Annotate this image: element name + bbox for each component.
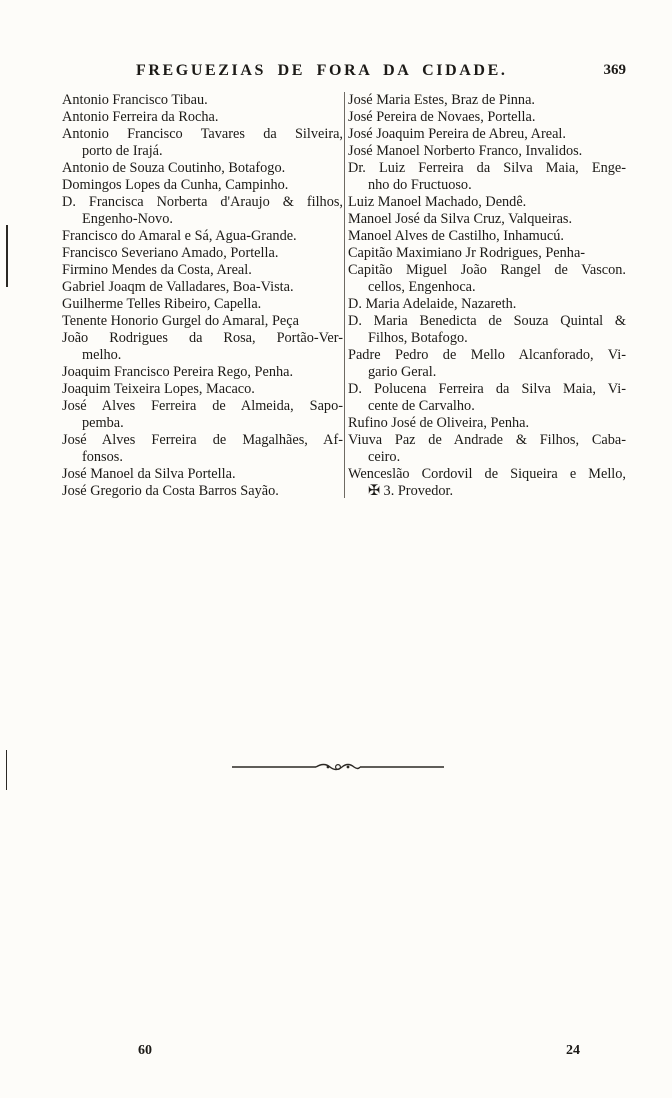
list-entry-line: Dr. Luiz Ferreira da Silva Maia, Enge- (348, 160, 626, 176)
list-entry-line: fonsos. (82, 449, 123, 465)
list-entry-line: Manoel José da Silva Cruz, Valqueiras. (348, 211, 573, 227)
list-entry-line: Manoel Alves de Castilho, Inhamucú. (348, 228, 565, 244)
list-entry-line: melho. (82, 347, 122, 363)
list-entry-line: Wenceslão Cordovil de Siqueira e Mello, (348, 466, 626, 482)
list-entry-line: José Gregorio da Costa Barros Sayão. (62, 483, 279, 499)
list-entry-line: pemba. (82, 415, 124, 431)
list-entry-line: Antonio de Souza Coutinho, Botafogo. (62, 160, 286, 176)
list-entry-line: José Manoel Norberto Franco, Invalidos. (348, 143, 583, 159)
list-entry-line: Gabriel Joaqm de Valladares, Boa-Vista. (62, 279, 294, 295)
list-entry-line: José Alves Ferreira de Magalhães, Af- (62, 432, 343, 448)
list-entry-line: Francisco do Amaral e Sá, Agua-Grande. (62, 228, 297, 244)
left-column (62, 92, 343, 500)
list-entry-line: ✠ 3. Provedor. (368, 483, 454, 499)
list-entry-line: Viuva Paz de Andrade & Filhos, Caba- (348, 432, 626, 448)
list-entry-line: ceiro. (368, 449, 401, 465)
section-title: FREGUEZIAS DE FORA DA CIDADE. (136, 62, 508, 79)
signature-mark-left: 60 (138, 1043, 152, 1058)
ornamental-rule-icon (232, 760, 444, 774)
list-entry-line: José Pereira de Novaes, Portella. (348, 109, 536, 125)
list-entry-line: Antonio Ferreira da Rocha. (62, 109, 219, 125)
list-entry-line: Capitão Maximiano Jr Rodrigues, Penha- (348, 245, 586, 261)
list-entry-line: José Maria Estes, Braz de Pinna. (348, 92, 536, 108)
list-entry-line: Antonio Francisco Tibau. (62, 92, 208, 108)
list-entry-line: Padre Pedro de Mello Alcanforado, Vi- (348, 347, 626, 363)
right-column (348, 92, 626, 500)
signature-mark-right: 24 (566, 1043, 580, 1058)
list-entry-line: cente de Carvalho. (368, 398, 475, 414)
list-entry-line: João Rodrigues da Rosa, Portão-Ver- (62, 330, 343, 346)
list-entry-line: Engenho-Novo. (82, 211, 173, 227)
list-entry-line: José Manoel da Silva Portella. (62, 466, 236, 482)
margin-mark (6, 750, 7, 790)
list-entry-line: nho do Fructuoso. (368, 177, 472, 193)
list-entry-line: D. Maria Adelaide, Nazareth. (348, 296, 517, 312)
list-entry-line: Joaquim Francisco Pereira Rego, Penha. (62, 364, 294, 380)
list-entry-line: D. Maria Benedicta de Souza Quintal & (348, 313, 626, 329)
list-entry-line: Capitão Miguel João Rangel de Vascon. (348, 262, 626, 278)
list-entry-line: cellos, Engenhoca. (368, 279, 476, 295)
list-entry-line: D. Polucena Ferreira da Silva Maia, Vi- (348, 381, 626, 397)
list-entry-line: Francisco Severiano Amado, Portella. (62, 245, 279, 261)
list-entry-line: Filhos, Botafogo. (368, 330, 468, 346)
list-entry-line: Rufino José de Oliveira, Penha. (348, 415, 530, 431)
list-entry-line: D. Francisca Norberta d'Araujo & filhos, (62, 194, 343, 210)
list-entry-line: Antonio Francisco Tavares da Silveira, (62, 126, 343, 142)
list-entry-line: José Alves Ferreira de Almeida, Sapo- (62, 398, 343, 414)
margin-mark (6, 225, 8, 287)
list-entry-line: Domingos Lopes da Cunha, Campinho. (62, 177, 289, 193)
list-entry-line: Tenente Honorio Gurgel do Amaral, Peça (62, 313, 299, 329)
list-entry-line: José Joaquim Pereira de Abreu, Areal. (348, 126, 566, 142)
list-entry-line: porto de Irajá. (82, 143, 163, 159)
list-entry-line: gario Geral. (368, 364, 437, 380)
page-number: 369 (603, 62, 626, 78)
list-entry-line: Joaquim Teixeira Lopes, Macaco. (62, 381, 255, 397)
page-header (60, 62, 626, 84)
list-entry-line: Firmino Mendes da Costa, Areal. (62, 262, 252, 278)
list-entry-line: Luiz Manoel Machado, Dendê. (348, 194, 527, 210)
list-entry-line: Guilherme Telles Ribeiro, Capella. (62, 296, 262, 312)
column-divider (344, 92, 345, 498)
